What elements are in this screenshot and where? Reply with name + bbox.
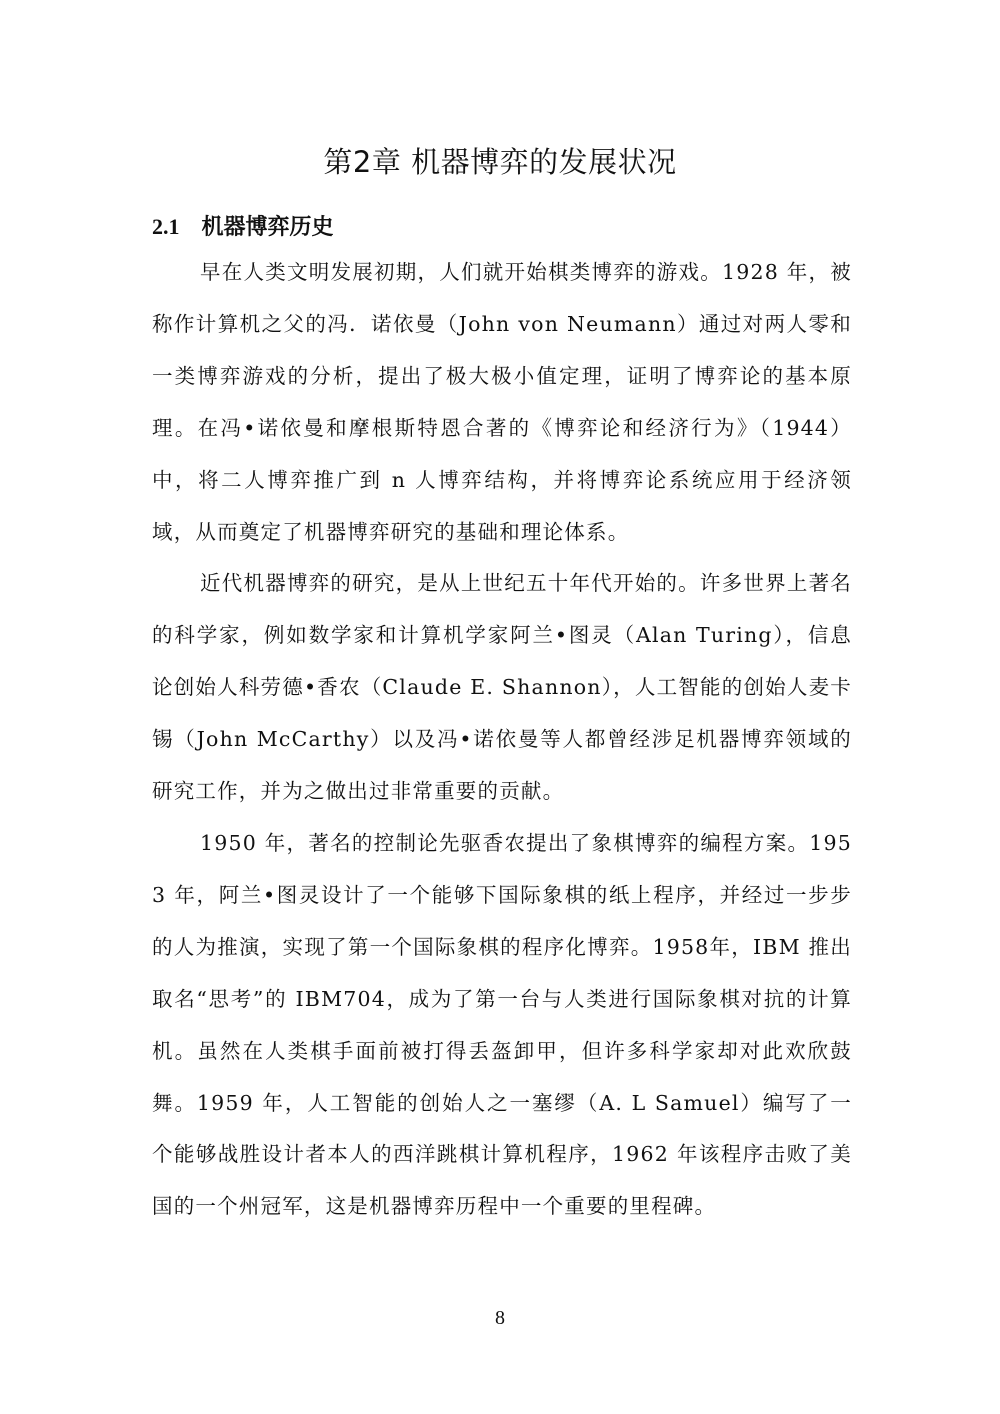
paragraph-3: 1950 年，著名的控制论先驱香农提出了象棋博弈的编程方案。1953 年，阿兰•图灵设计了一个能够下国际象棋的纸上程序，并经过一步步的人为推演，实现了第一个国际象棋的程序化博弈。1958年，IBM 推出取名“思考”的 IBM704，成为了第一台与人类进行国际象棋对抗的计算机。虽然在人类棋手面前被打得丢盔卸甲，但许多科学家却对此欢欣鼓舞。1959 年，人工智能的创始人之一塞缪（A. L Samuel）编写了一个能够战胜设计者本人的西洋跳棋计算机程序，1962 年该程序击败了美国的一个州冠军，这是机器博弈历程中一个重要的里程碑。 [152, 830, 852, 1219]
body-text [152, 247, 852, 1233]
section-title: 机器博弈历史 [201, 215, 334, 240]
paragraph-1: 早在人类文明发展初期，人们就开始棋类博弈的游戏。1928 年，被称作计算机之父的冯．诺依曼（John von Neumann）通过对两人零和一类博弈游戏的分析，提出了极大极小值定理，证明了博弈论的基本原理。在冯•诺依曼和摩根斯特恩合著的《博弈论和经济行为》（1944）中，将二人博弈推广到 n 人博弈结构，并将博弈论系统应用于经济领域，从而奠定了机器博弈研究的基础和理论体系。 [152, 260, 852, 544]
page-number: 8 [495, 1307, 505, 1329]
paragraph-2: 近代机器博弈的研究，是从上世纪五十年代开始的。许多世界上著名的科学家，例如数学家和计算机学家阿兰•图灵（Alan Turing），信息论创始人科劳德•香农（Claude E. Shannon），人工智能的创始人麦卡锡（John McCarthy）以及冯•诺依曼等人都曾经涉足机器博弈领域的研究工作，并为之做出过非常重要的贡献。 [152, 571, 852, 804]
section-heading [152, 210, 334, 245]
chapter-title: 第2章 机器博弈的发展状况 [323, 145, 677, 179]
section-number: 2.1 [152, 214, 180, 239]
